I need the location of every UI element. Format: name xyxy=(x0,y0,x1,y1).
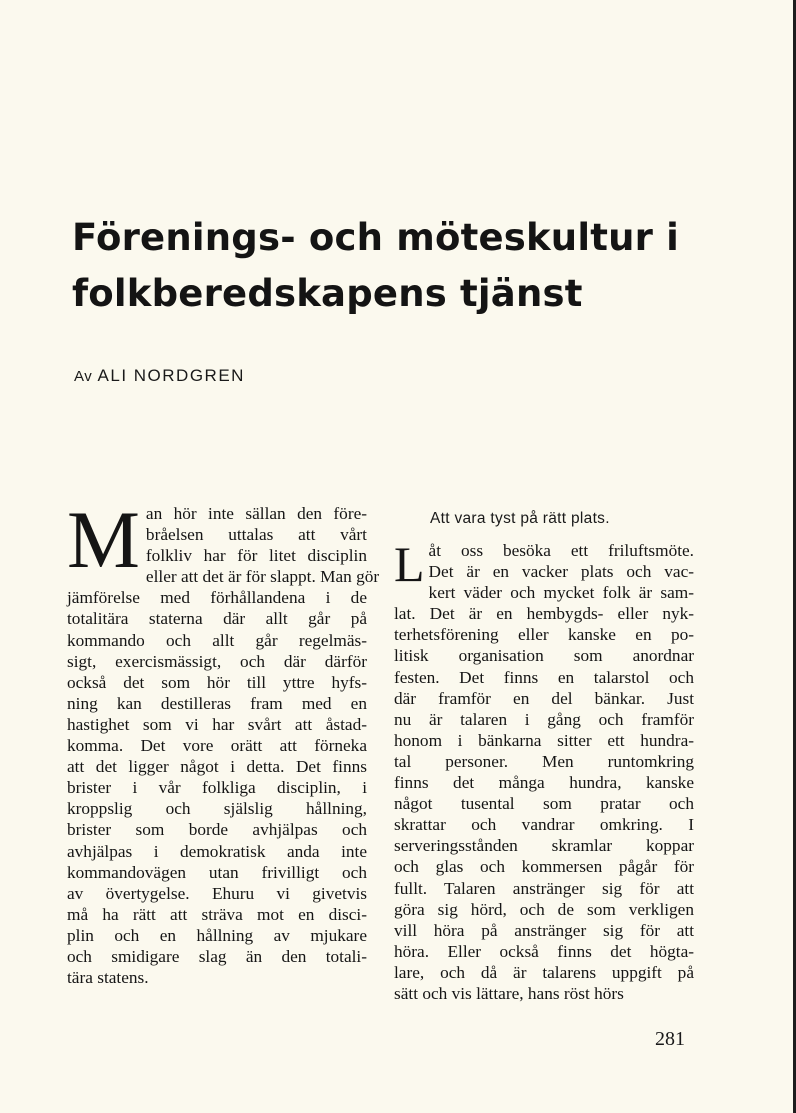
text-line: vill höra på anstränger sig för att xyxy=(394,920,694,940)
author-name: ALI NORDGREN xyxy=(97,366,245,385)
left-column xyxy=(67,494,380,988)
article-title xyxy=(72,210,712,322)
text-line: tära statens. xyxy=(67,968,149,988)
text-line: litisk organisation som anordnar xyxy=(394,646,694,666)
text-line: brister som borde avhjälpas och xyxy=(67,820,367,840)
text-line: skrattar och vandrar omkring. I xyxy=(394,815,694,835)
drop-cap: M xyxy=(67,494,140,585)
text-line: lare, och då är talarens uppgift på xyxy=(394,962,694,982)
text-line: må ha rätt att sträva mot en disci- xyxy=(67,904,367,924)
text-line: an hör inte sällan den före- xyxy=(145,504,367,523)
text-line: eller att det är för slappt. Man gör xyxy=(145,567,380,587)
text-line: ning kan destilleras fram med en xyxy=(67,693,367,713)
text-line: folkliv har för litet disciplin xyxy=(145,546,367,566)
text-line: göra sig hörd, och de som verkligen xyxy=(394,899,694,919)
drop-cap: L xyxy=(394,536,425,592)
text-line: fullt. Talaren anstränger sig för att xyxy=(394,878,694,898)
section-subheading: Att vara tyst på rätt plats. xyxy=(430,510,610,527)
text-line: komma. Det vore orätt att förneka xyxy=(67,736,367,756)
text-line: Det är en vacker plats och vac- xyxy=(428,562,694,582)
text-line: och smidigare slag än den totali- xyxy=(67,946,367,966)
right-column xyxy=(394,536,694,1004)
text-line: där framför en del bänkar. Just xyxy=(394,688,694,708)
text-line: terhetsförening eller kanske en po- xyxy=(394,625,694,645)
byline-prefix: Av xyxy=(74,368,93,385)
text-line: kert väder och mycket folk är sam- xyxy=(428,583,694,603)
text-line: bråelsen uttalas att vårt xyxy=(145,525,367,545)
text-line: kommando och allt går regelmäs- xyxy=(67,630,367,650)
text-line: festen. Det finns en talarstol och xyxy=(394,667,694,687)
text-line: finns det många hundra, kanske xyxy=(394,773,694,793)
text-line: plin och en hållning av mjukare xyxy=(67,925,367,945)
text-line: avhjälpas i demokratisk anda inte xyxy=(67,841,367,861)
text-line: lat. Det är en hembygds- eller nyk- xyxy=(394,604,694,624)
text-line: honom i bänkarna sitter ett hundra- xyxy=(394,730,694,750)
text-line: sätt och vis lättare, hans röst hörs xyxy=(394,983,624,1003)
text-line: brister i vår folkliga disciplin, i xyxy=(67,778,367,798)
text-line: att det ligger något i detta. Det finns xyxy=(67,757,367,777)
title-line-2: folkberedskapens tjänst xyxy=(72,272,583,315)
text-line: höra. Eller också finns det högta- xyxy=(394,941,694,961)
text-line: hastighet som vi har svårt att åstad- xyxy=(67,714,367,734)
text-line: sigt, exercismässigt, och där därför xyxy=(67,651,367,671)
text-line: något tusental som pratar och xyxy=(394,794,694,814)
text-line: tal personer. Men runtomkring xyxy=(394,751,694,771)
byline xyxy=(74,366,245,386)
text-line: nu är talaren i gång och framför xyxy=(394,709,694,729)
text-line: kroppslig och själslig hållning, xyxy=(67,799,367,819)
text-line: jämförelse med förhållandena i de xyxy=(67,588,367,608)
text-line: åt oss besöka ett friluftsmöte. xyxy=(428,541,694,560)
text-line: serveringsstånden skramlar koppar xyxy=(394,836,694,856)
page-number: 281 xyxy=(655,1028,685,1050)
text-line: också det som hör till yttre hyfs- xyxy=(67,672,367,692)
text-line: totalitära staterna där allt går på xyxy=(67,609,367,629)
text-line: av övertygelse. Ehuru vi givetvis xyxy=(67,883,367,903)
text-line: kommandovägen utan frivilligt och xyxy=(67,862,367,882)
title-line-1: Förenings- och möteskultur i xyxy=(72,216,680,259)
text-line: och glas och kommersen pågår för xyxy=(394,857,694,877)
